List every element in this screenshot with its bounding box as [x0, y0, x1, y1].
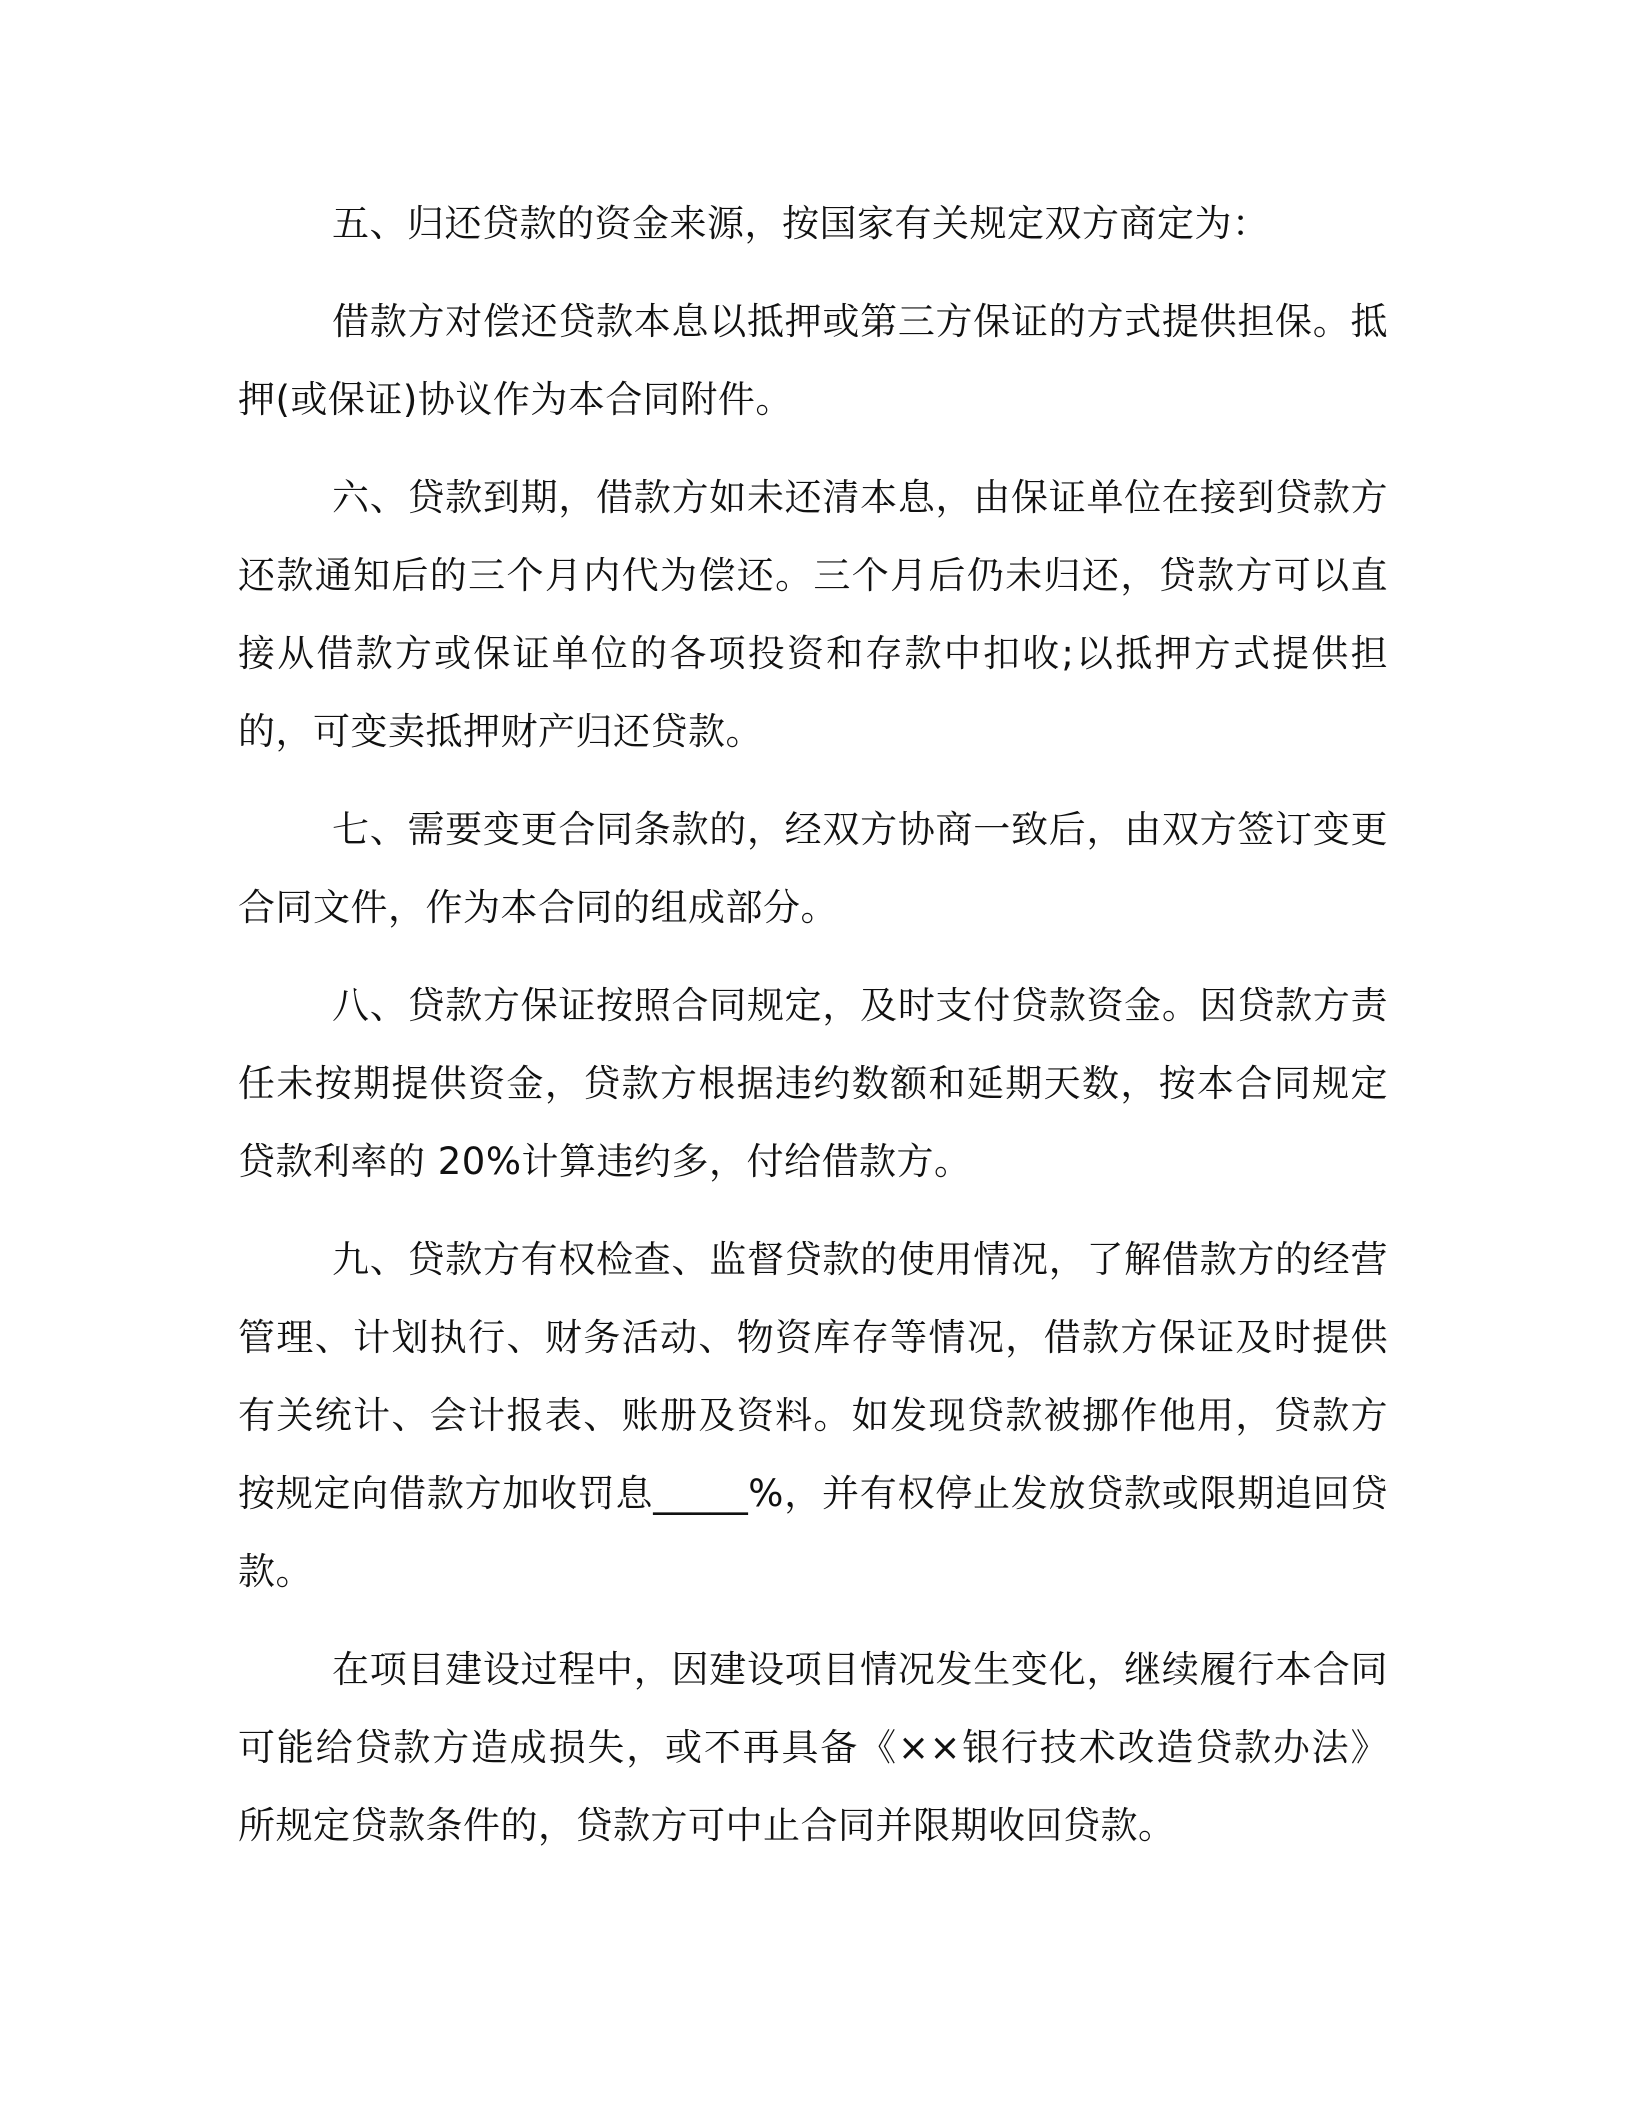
paragraph-project-change: 在项目建设过程中，因建设项目情况发生变化，继续履行本合同可能给贷款方造成损失，或不再具备《××银行技术改造贷款办法》所规定贷款条件的，贷款方可中止合同并限期收回贷款。 [238, 1648, 1388, 1847]
paragraph-article-9: 九、贷款方有权检查、监督贷款的使用情况，了解借款方的经营管理、计划执行、财务活动、物资库存等情况，借款方保证及时提供有关统计、会计报表、账册及资料。如发现贷款被挪作他用，贷款方按规定向借款方加收罚息_____%，并有权停止发放贷款或限期追回贷款。 [238, 1238, 1388, 1593]
document-body [238, 185, 1388, 1885]
paragraph-article-8: 八、贷款方保证按照合同规定，及时支付贷款资金。因贷款方责任未按期提供资金，贷款方根据违约数额和延期天数，按本合同规定贷款利率的 20%计算违约多，付给借款方。 [238, 984, 1388, 1183]
paragraph-article-7: 七、需要变更合同条款的，经双方协商一致后，由双方签订变更合同文件，作为本合同的组成部分。 [238, 808, 1388, 929]
paragraph-guarantee: 借款方对偿还贷款本息以抵押或第三方保证的方式提供担保。抵押(或保证)协议作为本合同附件。 [238, 300, 1388, 421]
paragraph-article-5: 五、归还贷款的资金来源，按国家有关规定双方商定为： [332, 202, 1270, 245]
paragraph-article-6: 六、贷款到期，借款方如未还清本息，由保证单位在接到贷款方还款通知后的三个月内代为偿还。三个月后仍未归还，贷款方可以直接从借款方或保证单位的各项投资和存款中扣收;以抵押方式提供担的，可变卖抵押财产归还贷款。 [238, 476, 1388, 753]
